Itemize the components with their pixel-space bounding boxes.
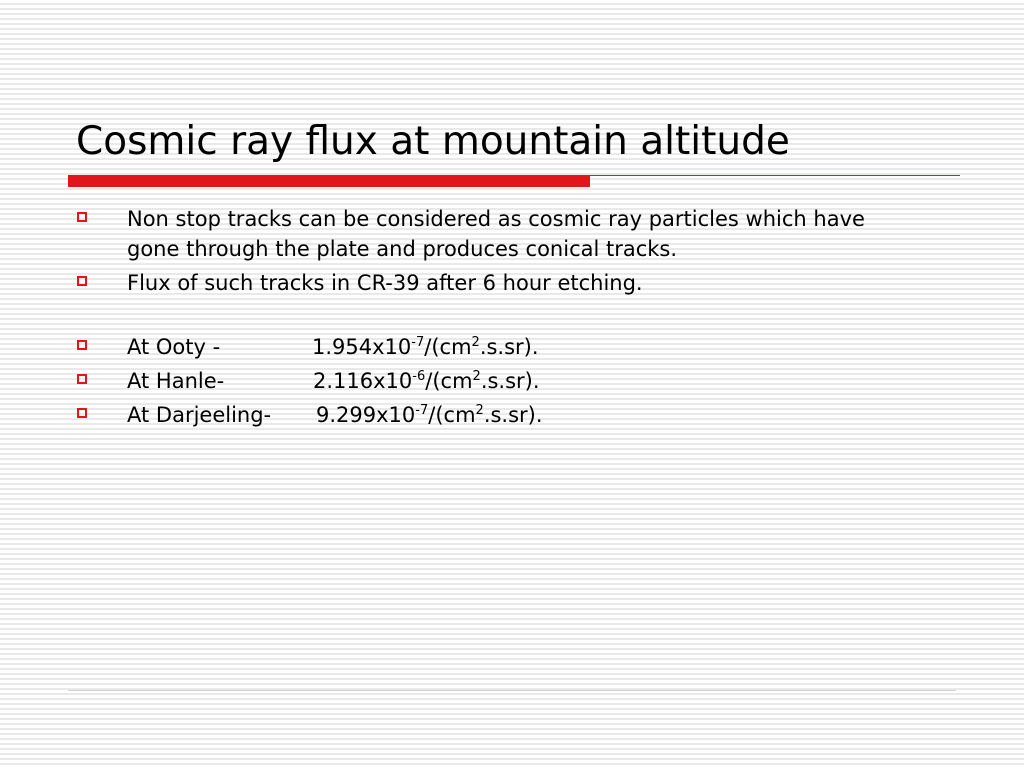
bullet-text: Flux of such tracks in CR-39 after 6 hour etching. (127, 271, 643, 295)
flux-exponent: -7 (415, 403, 429, 418)
hollow-square-icon (77, 408, 87, 418)
flux-unit-open: /(cm (425, 369, 473, 393)
flux-unit-power: 2 (475, 403, 484, 418)
flux-unit-close: .s.sr). (479, 335, 539, 359)
flux-location: At Hanle- (127, 369, 225, 393)
bullet-item (76, 268, 906, 298)
flux-unit-close: .s.sr). (483, 403, 543, 427)
hollow-square-icon (77, 374, 87, 384)
flux-location: At Ooty - (127, 335, 221, 359)
flux-unit-open: /(cm (428, 403, 476, 427)
bullet-item (76, 204, 906, 264)
flux-item-hanle (76, 366, 906, 396)
flux-exponent: -7 (411, 335, 425, 350)
footer-divider (68, 690, 956, 691)
flux-unit-open: /(cm (424, 335, 472, 359)
hollow-square-icon (77, 276, 87, 286)
flux-mantissa: 2.116x10 (313, 369, 413, 393)
flux-exponent: -6 (412, 369, 426, 384)
flux-mantissa: 9.299x10 (316, 403, 416, 427)
bullet-list (76, 204, 906, 434)
flux-location: At Darjeeling- (127, 403, 272, 427)
flux-item-darjeeling (76, 400, 906, 430)
flux-mantissa: 1.954x10 (312, 335, 412, 359)
flux-unit-close: .s.sr). (480, 369, 540, 393)
hollow-square-icon (77, 340, 87, 350)
slide-title: Cosmic ray flux at mountain altitude (76, 119, 790, 164)
flux-unit-power: 2 (472, 369, 481, 384)
bullet-text: Non stop tracks can be considered as cosmic ray particles which have gone through the plate and produces conical tracks. (127, 207, 865, 261)
title-underline-thick (68, 175, 590, 187)
title-underline-thin (590, 175, 960, 176)
flux-unit-power: 2 (471, 335, 480, 350)
flux-item-ooty (76, 332, 906, 362)
hollow-square-icon (77, 212, 87, 222)
